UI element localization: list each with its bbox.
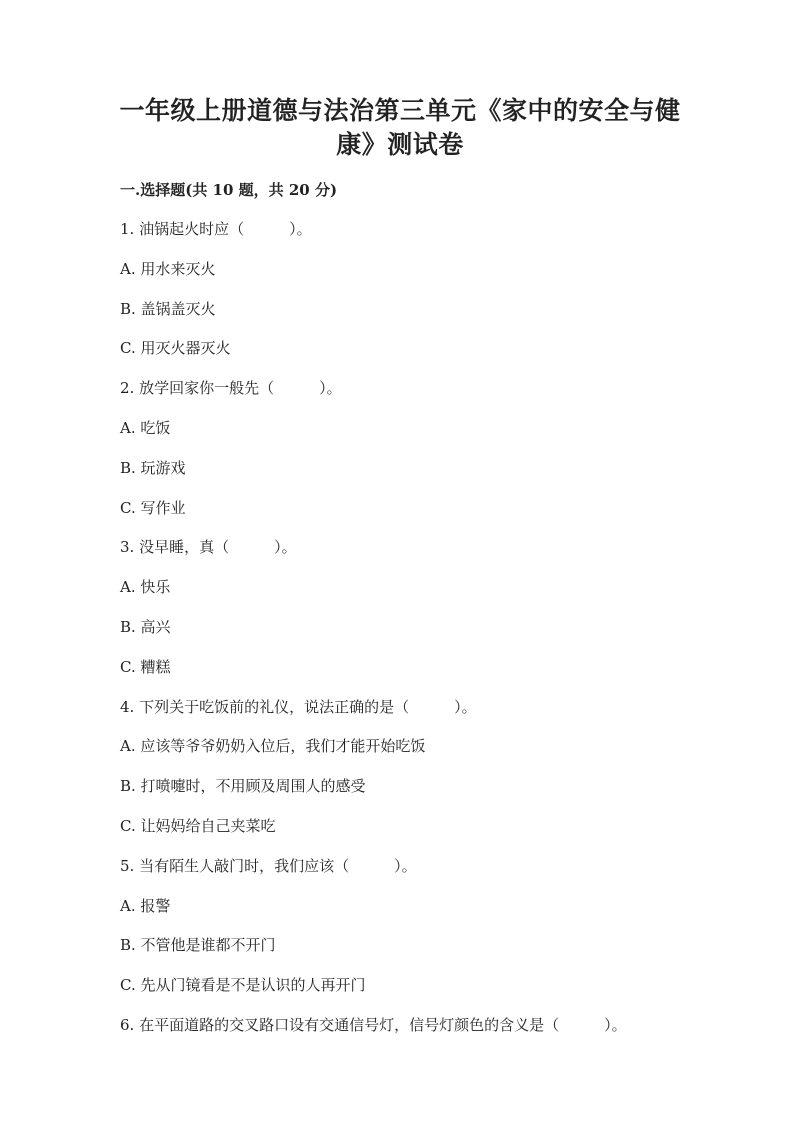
page-title xyxy=(110,94,690,162)
question-list xyxy=(120,216,700,1052)
question-2-stem: 2. 放学回家你一般先（ ）。 xyxy=(120,379,342,398)
question-5-option-b: B. 不管他是谁都不开门 xyxy=(120,936,276,955)
question-5-option-a: A. 报警 xyxy=(120,896,171,915)
question-5-option-c: C. 先从门镜看是不是认识的人再开门 xyxy=(120,976,366,995)
question-2-option-b: B. 玩游戏 xyxy=(120,458,186,477)
question-2-option-a: A. 吃饭 xyxy=(120,418,171,437)
question-4-stem: 4. 下列关于吃饭前的礼仪，说法正确的是（ ）。 xyxy=(120,697,477,716)
title-line-1: 一年级上册道德与法治第三单元《家中的安全与健 xyxy=(119,96,681,125)
question-4-option-c: C. 让妈妈给自己夹菜吃 xyxy=(120,816,276,835)
question-1-stem: 1. 油锅起火时应（ ）。 xyxy=(120,220,312,238)
question-4-option-a: A. 应该等爷爷奶奶入位后，我们才能开始吃饭 xyxy=(120,737,426,756)
section-heading: 一.选择题(共 10 题，共 20 分) xyxy=(120,181,338,199)
question-2-option-c: C. 写作业 xyxy=(120,498,186,517)
question-3-option-a: A. 快乐 xyxy=(120,578,171,597)
question-1-option-b: B. 盖锅盖灭火 xyxy=(120,299,216,318)
question-5-stem: 5. 当有陌生人敲门时，我们应该（ ）。 xyxy=(120,856,417,875)
question-3-stem: 3. 没早睡，真（ ）。 xyxy=(120,538,297,557)
title-line-2: 康》测试卷 xyxy=(336,130,464,159)
question-1-option-c: C. 用灭火器灭火 xyxy=(120,339,231,358)
question-3-option-c: C. 糟糕 xyxy=(120,657,171,676)
question-1-option-a: A. 用水来灭火 xyxy=(120,259,216,278)
question-6-stem: 6. 在平面道路的交叉路口设有交通信号灯，信号灯颜色的含义是（ ）。 xyxy=(120,1015,627,1034)
question-3-option-b: B. 高兴 xyxy=(120,617,171,636)
question-4-option-b: B. 打喷嚏时，不用顾及周围人的感受 xyxy=(120,777,366,796)
